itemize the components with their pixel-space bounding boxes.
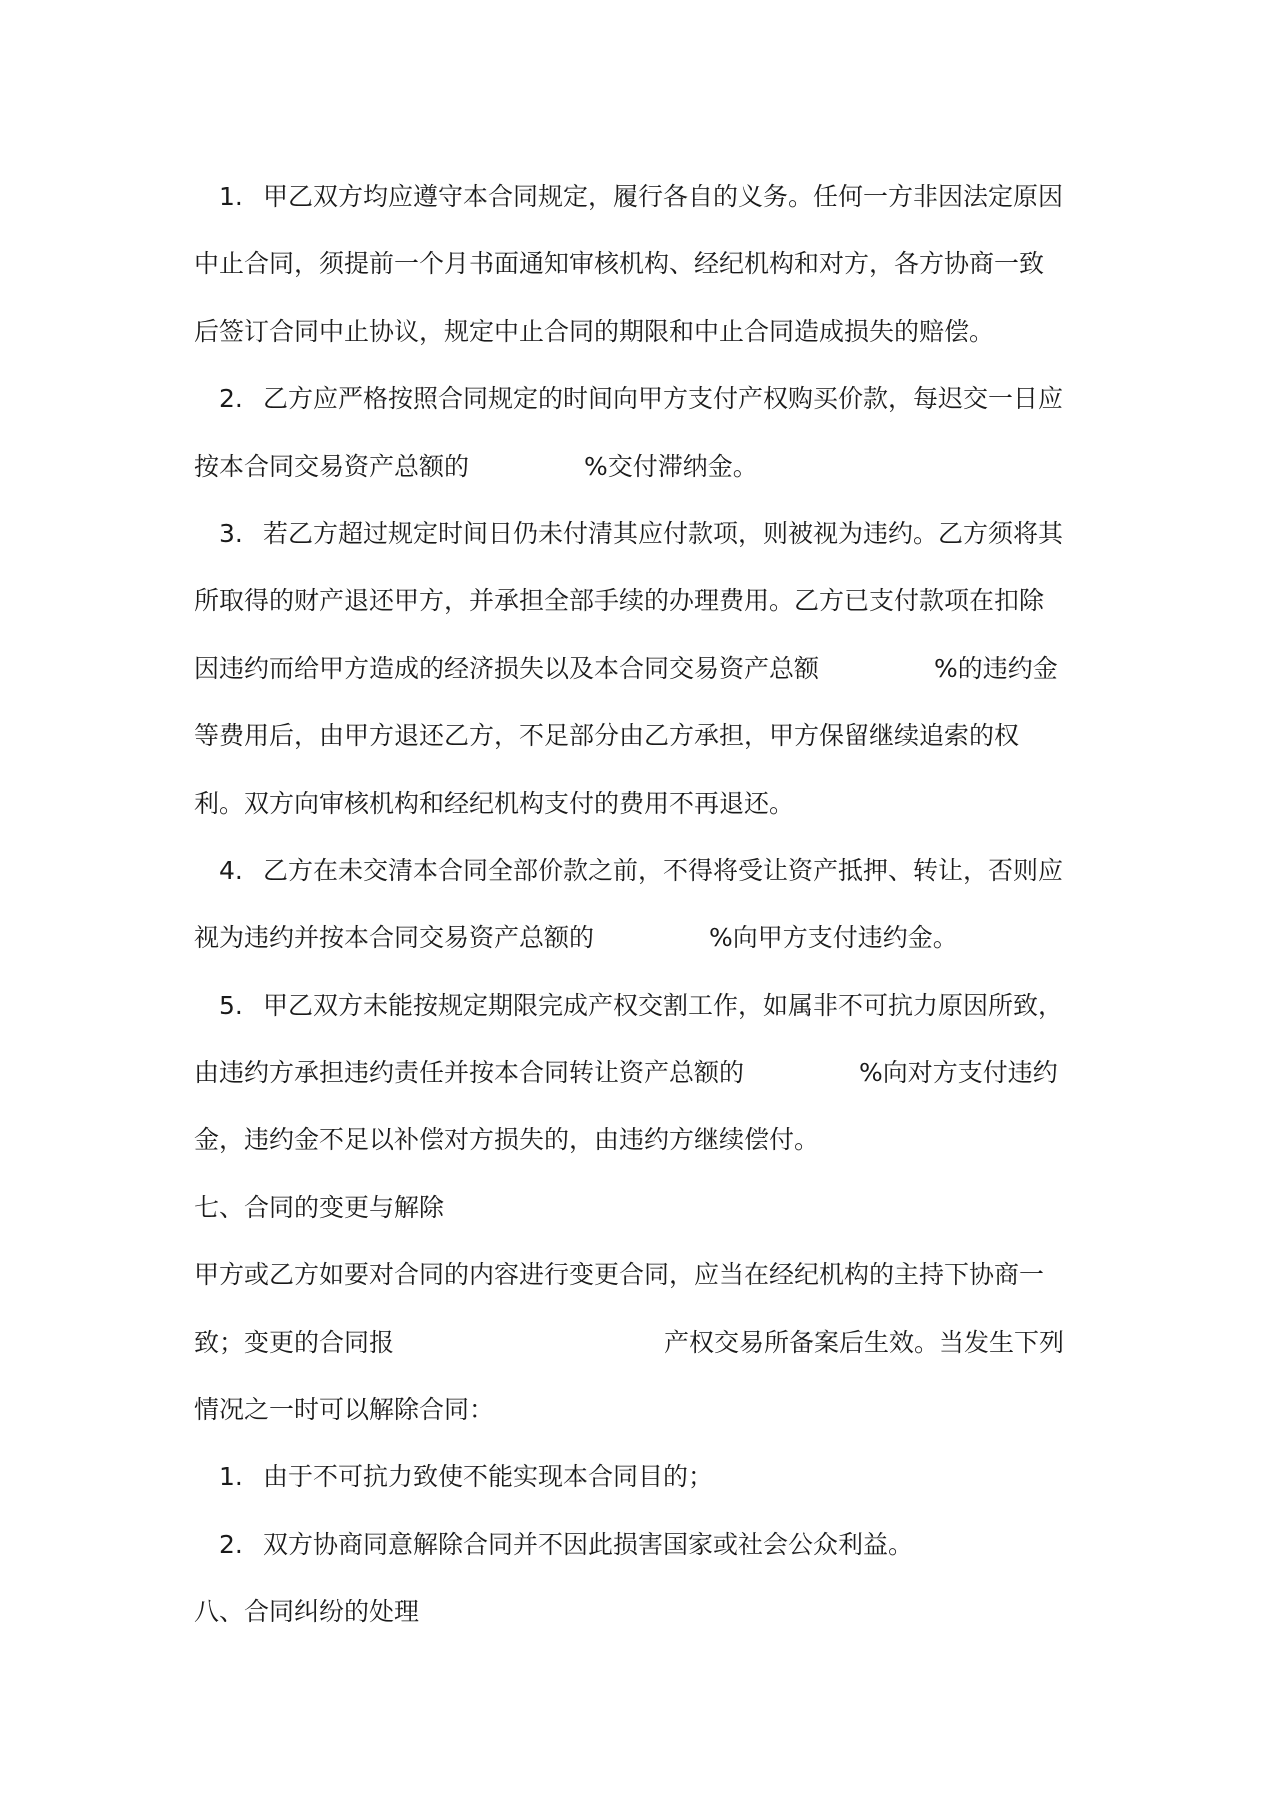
clause-4-line-2 [194, 904, 1094, 971]
clause-4-number: 4. [219, 855, 243, 885]
section-7-item-1-text: 由于不可抗力致使不能实现本合同目的； [263, 1462, 714, 1492]
clause-5-text-1: 甲乙双方未能按规定期限完成产权交割工作，如属非不可抗力原因所致， [263, 990, 1064, 1020]
section-7-item-2-text: 双方协商同意解除合同并不因此损害国家或社会公众利益。 [263, 1529, 914, 1559]
clause-4-line-1 [194, 837, 1094, 904]
section-7-text-2a: 致；变更的合同报 [194, 1327, 395, 1357]
clause-4-text-2b: %向甲方支付违约金。 [709, 923, 958, 953]
clause-2-text-2a: 按本合同交易资产总额的 [194, 451, 470, 481]
section-7-item-1 [194, 1443, 1094, 1510]
clause-2-text-2b: %交付滞纳金。 [584, 451, 758, 481]
clause-3-line-1 [194, 500, 1094, 567]
clause-3-text-5: 利。双方向审核机构和经纪机构支付的费用不再退还。 [194, 788, 795, 818]
clause-3-number: 3. [219, 518, 243, 548]
clause-2-line-1 [194, 365, 1094, 432]
clause-3-text-2: 所取得的财产退还甲方，并承担全部手续的办理费用。乙方已支付款项在扣除 [194, 586, 1045, 616]
clause-1-text-1: 甲乙双方均应遵守本合同规定，履行各自的义务。任何一方非因法定原因 [263, 182, 1064, 211]
clause-5-line-2 [194, 1039, 1094, 1106]
clause-1-text-3: 后签订合同中止协议，规定中止合同的期限和中止合同造成损失的赔偿。 [194, 316, 995, 346]
clause-5-text-2a: 由违约方承担违约责任并按本合同转让资产总额的 [194, 1058, 745, 1088]
section-7-paragraph-line-1: 甲方或乙方如要对合同的内容进行变更合同，应当在经纪机构的主持下协商一 [194, 1260, 1045, 1290]
clause-5-text-2b: %向对方支付违约 [859, 1058, 1058, 1088]
section-7-paragraph-line-2 [194, 1309, 1094, 1376]
clause-3-text-3a: 因违约而给甲方造成的经济损失以及本合同交易资产总额 [194, 653, 820, 683]
clause-1-number: 1. [219, 182, 243, 211]
clause-2-text-1: 乙方应严格按照合同规定的时间向甲方支付产权购买价款，每迟交一日应 [263, 384, 1064, 414]
clause-1-text-2: 中止合同，须提前一个月书面通知审核机构、经纪机构和对方，各方协商一致 [194, 249, 1045, 279]
document-body [194, 163, 1094, 1646]
clause-5-line-1 [194, 972, 1094, 1039]
clause-3-text-1: 若乙方超过规定时间日仍未付清其应付款项，则被视为违约。乙方须将其 [263, 518, 1064, 548]
clause-5-number: 5. [219, 990, 243, 1020]
section-7-heading: 七、合同的变更与解除 [194, 1192, 445, 1222]
clause-2-line-2 [194, 433, 1094, 500]
clause-3-line-3 [194, 635, 1094, 702]
clause-3-text-4: 等费用后，由甲方退还乙方，不足部分由乙方承担，甲方保留继续追索的权 [194, 721, 1020, 751]
section-7-text-2b: 产权交易所备案后生效。当发生下列 [664, 1327, 1065, 1357]
section-7-item-2-number: 2. [219, 1529, 243, 1559]
clause-3-text-3b: %的违约金 [934, 653, 1058, 683]
section-7-item-2 [194, 1511, 1094, 1578]
clause-2-number: 2. [219, 384, 243, 414]
clause-4-text-2a: 视为违约并按本合同交易资产总额的 [194, 923, 595, 953]
clause-1-line-1 [194, 163, 1094, 230]
clause-4-text-1: 乙方在未交清本合同全部价款之前，不得将受让资产抵押、转让，否则应 [263, 855, 1064, 885]
clause-5-text-3: 金，违约金不足以补偿对方损失的，由违约方继续偿付。 [194, 1125, 820, 1155]
section-7-item-1-number: 1. [219, 1462, 243, 1492]
section-8-heading: 八、合同纠纷的处理 [194, 1597, 420, 1627]
section-7-paragraph-line-3: 情况之一时可以解除合同： [194, 1395, 495, 1425]
